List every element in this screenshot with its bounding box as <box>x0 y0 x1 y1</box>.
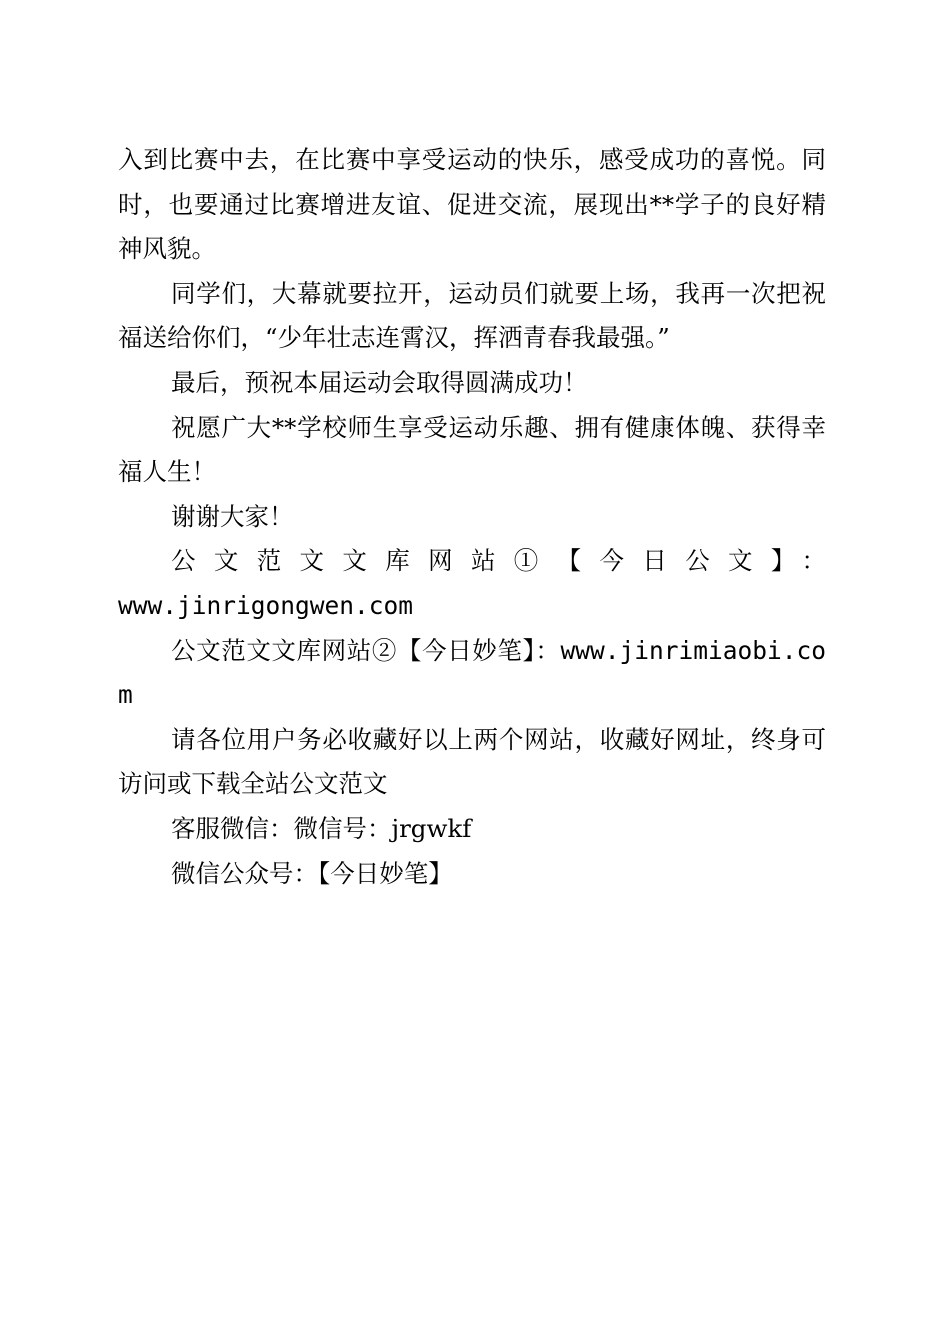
paragraph-continuation: 入到比赛中去，在比赛中享受运动的快乐，感受成功的喜悦。同时，也要通过比赛增进友谊、促进交流，展现出**学子的良好精神风貌。 <box>118 145 826 264</box>
paragraph-final-wish: 最后，预祝本届运动会取得圆满成功！ <box>171 367 588 397</box>
paragraph-farewell-blessing: 同学们，大幕就要拉开，运动员们就要上场，我再一次把祝福送给你们，“少年壮志连霄汉，挥洒青春我最强。” <box>118 278 826 353</box>
paragraph-school-wish: 祝愿广大**学校师生享受运动乐趣、拥有健康体魄、获得幸福人生！ <box>118 412 826 487</box>
paragraph-thanks: 谢谢大家！ <box>171 501 294 531</box>
site2-line <box>118 629 826 718</box>
service-wechat: 客服微信：微信号：jrgwkf <box>171 813 472 843</box>
site2-label: 公文范文文库网站②【今日妙笔】： <box>171 635 561 665</box>
site2-url-link[interactable]: www.jinrimiaobi.com <box>118 635 826 710</box>
bookmark-notice: 请各位用户务必收藏好以上两个网站，收藏好网址，终身可访问或下载全站公文范文 <box>118 724 826 799</box>
site1-label: 公文范文文库网站①【今日公文】： <box>171 546 826 576</box>
document-body <box>118 138 826 896</box>
official-account: 微信公众号：【今日妙笔】 <box>171 858 453 888</box>
site1-url-link[interactable]: www.jinrigongwen.com <box>118 590 414 620</box>
site1-url[interactable] <box>118 584 826 629</box>
